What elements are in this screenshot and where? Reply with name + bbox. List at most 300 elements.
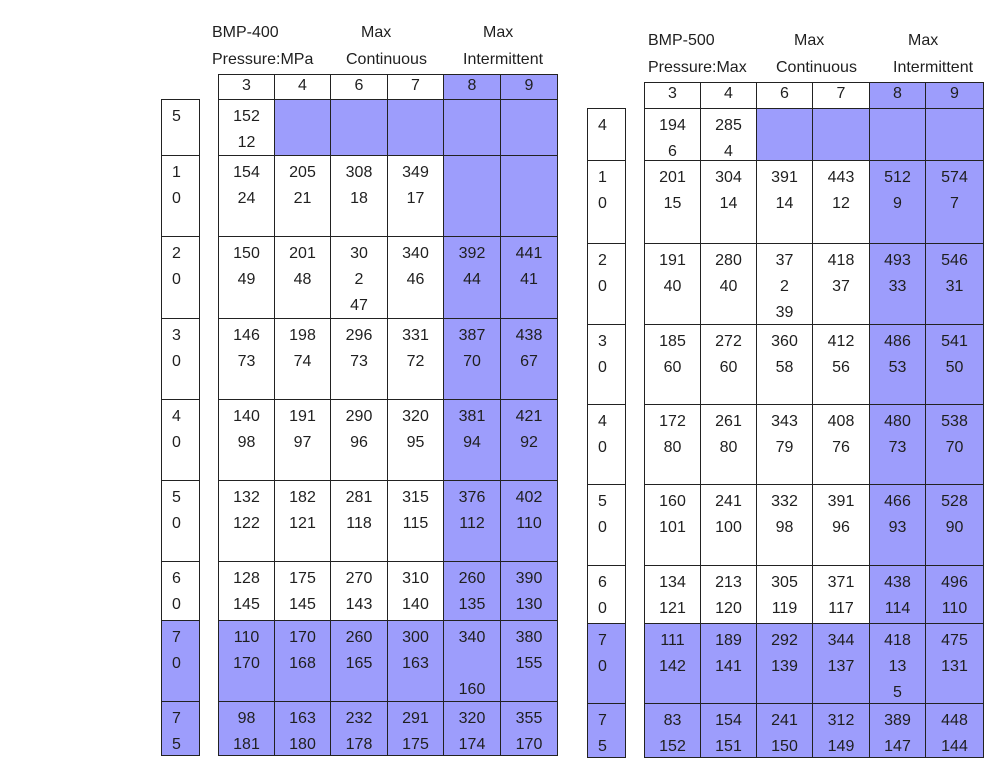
bmp500-cell-value: 114: [884, 600, 911, 617]
bmp500-cell-value: 40: [663, 278, 682, 295]
bmp400-data-cell: [443, 236, 501, 319]
bmp400-row-label: [161, 701, 200, 756]
bmp500-data-cell: [925, 404, 984, 485]
bmp500-cell-value: 13: [888, 658, 907, 675]
bmp500-data-cell: [869, 108, 926, 161]
bmp500-row-label-line: 0: [598, 195, 607, 212]
bmp400-cell-value: 281: [345, 489, 373, 506]
bmp400-data-cell: [500, 399, 558, 481]
bmp400-cell-value: 205: [289, 164, 316, 181]
bmp500-cell-value: 189: [715, 632, 742, 649]
bmp500-data-cell: [756, 404, 813, 485]
bmp400-cell-value: 191: [289, 408, 316, 425]
bmp500-cell-value: 343: [771, 413, 798, 430]
bmp400-row-label: [161, 620, 200, 702]
bmp500-row-label-line: 0: [598, 519, 607, 536]
bmp500-data-cell: [812, 703, 870, 758]
bmp400-row-label-line: 0: [172, 190, 181, 207]
bmp500-data-cell: [812, 160, 870, 244]
bmp500-cell-value: 37: [832, 278, 850, 295]
bmp400-data-cell: [387, 701, 444, 756]
bmp500-data-cell: [756, 160, 813, 244]
bmp400-cell-value: 128: [233, 570, 260, 587]
bmp500-data-cell: [869, 404, 926, 485]
bmp400-row-label-line: 0: [172, 655, 181, 672]
bmp500-cell-value: 147: [884, 738, 911, 755]
bmp400-data-cell: [500, 318, 558, 400]
bmp500-data-cell: [756, 484, 813, 566]
bmp400-cell-value: [444, 651, 500, 677]
bmp400-data-cell: [274, 620, 331, 702]
bmp400-cell-value: 152: [233, 108, 260, 125]
bmp500-row-label-line: 3: [598, 333, 607, 350]
bmp400-column-header: 4: [274, 74, 331, 100]
bmp400-data-cell: [500, 236, 558, 319]
bmp400-continuous-label: Continuous: [346, 51, 427, 68]
bmp400-cell-value: 110: [516, 515, 542, 532]
bmp400-data-cell: [500, 155, 558, 237]
bmp400-row-label-line: 7: [172, 710, 181, 727]
bmp400-cell-value: 140: [402, 596, 429, 613]
bmp500-row-label: [587, 160, 626, 244]
bmp500-data-cell: [869, 160, 926, 244]
bmp400-data-cell: [443, 99, 501, 156]
bmp400-data-cell: [500, 620, 558, 702]
bmp500-data-cell: [644, 108, 701, 161]
bmp500-data-cell: [756, 243, 813, 325]
bmp500-cell-value: 80: [719, 439, 738, 456]
bmp400-data-cell: [218, 561, 275, 621]
bmp400-cell-value: 170: [289, 629, 316, 646]
bmp400-cell-value: 340: [402, 245, 429, 262]
bmp500-data-cell: [812, 484, 870, 566]
bmp500-data-cell: [812, 108, 870, 161]
bmp400-data-cell: [443, 480, 501, 562]
bmp500-column-header: 8: [869, 82, 926, 109]
bmp500-cell-value: 110: [941, 600, 968, 617]
bmp400-data-cell: [274, 480, 331, 562]
bmp400-cell-value: 70: [463, 353, 481, 370]
bmp500-data-cell: [869, 324, 926, 405]
bmp500-cell-value: 438: [884, 574, 911, 591]
bmp500-cell-value: 2: [780, 278, 789, 295]
bmp400-data-cell: [500, 701, 558, 756]
bmp400-data-cell: [218, 236, 275, 319]
bmp500-data-cell: [812, 623, 870, 704]
bmp400-cell-value: 95: [406, 434, 425, 451]
bmp400-cell-value: 170: [515, 736, 543, 753]
bmp500-cell-value: 371: [827, 574, 855, 591]
bmp400-row-label: [161, 236, 200, 319]
bmp400-data-cell: [330, 155, 388, 237]
bmp500-cell-value: 60: [719, 359, 738, 376]
bmp500-cell-value: 79: [775, 439, 794, 456]
bmp400-row-label-line: 0: [172, 353, 181, 370]
bmp500-cell-value: 31: [945, 278, 964, 295]
bmp400-cell-value: 402: [515, 489, 543, 506]
bmp400-cell-value: 118: [346, 515, 372, 532]
bmp500-cell-value: 134: [659, 574, 686, 591]
bmp500-cell-value: 360: [771, 333, 798, 350]
bmp400-data-cell: [330, 561, 388, 621]
bmp400-cell-value: 72: [406, 353, 425, 370]
bmp400-cell-value: 340: [458, 629, 486, 646]
bmp400-data-cell: [387, 99, 444, 156]
bmp400-cell-value: 441: [515, 245, 543, 262]
bmp400-cell-value: 143: [345, 596, 373, 613]
bmp500-cell-value: 151: [715, 738, 742, 755]
bmp500-data-cell: [869, 623, 926, 704]
bmp500-cell-value: 280: [715, 252, 742, 269]
bmp400-data-cell: [443, 561, 501, 621]
bmp500-row-label-line: 7: [598, 632, 607, 649]
bmp400-cell-value: 180: [289, 736, 316, 753]
bmp500-data-cell: [644, 243, 701, 325]
bmp500-cell-value: 139: [771, 658, 798, 675]
bmp500-cell-value: 40: [719, 278, 738, 295]
bmp400-data-cell: [218, 318, 275, 400]
bmp500-data-cell: [925, 565, 984, 624]
bmp400-data-cell: [218, 480, 275, 562]
bmp400-data-cell: [443, 318, 501, 400]
bmp500-cell-value: 120: [715, 600, 742, 617]
bmp400-row-label-line: 5: [172, 108, 181, 125]
bmp500-cell-value: 201: [659, 169, 686, 186]
bmp500-cell-value: 486: [884, 333, 911, 350]
bmp500-data-cell: [925, 108, 984, 161]
bmp400-column-header: 6: [330, 74, 388, 100]
bmp400-data-cell: [218, 155, 275, 237]
bmp500-row-label: [587, 243, 626, 325]
bmp500-data-cell: [700, 484, 757, 566]
bmp500-cell-value: 412: [827, 333, 855, 350]
bmp500-column-header: 6: [756, 82, 813, 109]
bmp500-data-cell: [644, 160, 701, 244]
bmp400-cell-value: 121: [289, 515, 316, 532]
bmp400-cell-value: 381: [458, 408, 486, 425]
bmp500-data-cell: [925, 160, 984, 244]
bmp500-data-cell: [869, 484, 926, 566]
bmp500-data-cell: [700, 324, 757, 405]
bmp400-cell-value: 30: [350, 245, 368, 262]
bmp500-intermittent-label: Intermittent: [893, 59, 974, 76]
bmp400-data-cell: [274, 561, 331, 621]
bmp400-cell-value: 260: [458, 570, 486, 587]
bmp500-row-label-line: 7: [598, 712, 607, 729]
bmp400-cell-value: 310: [402, 570, 429, 587]
bmp500-cell-value: 241: [771, 712, 798, 729]
bmp400-data-cell: [274, 701, 331, 756]
bmp500-cell-value: 418: [827, 252, 855, 269]
bmp400-cell-value: 98: [237, 710, 256, 727]
bmp500-data-cell: [700, 108, 757, 161]
bmp500-cell-value: 305: [771, 574, 798, 591]
bmp500-row-label-line: 5: [598, 738, 607, 755]
bmp400-data-cell: [500, 561, 558, 621]
bmp500-pressure-label: Pressure:Max: [648, 59, 747, 76]
bmp400-cell-value: 421: [515, 408, 543, 425]
bmp500-row-label-line: 4: [598, 413, 607, 430]
bmp400-row-label-line: 7: [172, 629, 181, 646]
bmp500-cell-value: 172: [659, 413, 686, 430]
bmp400-cell-value: 146: [233, 327, 260, 344]
bmp400-data-cell: [274, 399, 331, 481]
bmp500-column-header: 9: [925, 82, 984, 109]
bmp400-cell-value: 115: [402, 515, 429, 532]
bmp500-cell-value: 512: [884, 169, 911, 186]
bmp500-cell-value: 33: [888, 278, 907, 295]
bmp400-cell-value: 12: [237, 134, 256, 151]
bmp500-cell-value: 39: [775, 304, 794, 321]
bmp400-row-label-line: 6: [172, 570, 181, 587]
bmp400-row-label-line: 2: [172, 245, 181, 262]
bmp400-cell-value: 320: [402, 408, 429, 425]
bmp500-cell-value: 272: [715, 333, 742, 350]
bmp400-cell-value: 260: [345, 629, 373, 646]
bmp400-cell-value: 174: [458, 736, 486, 753]
bmp400-cell-value: 201: [289, 245, 316, 262]
bmp500-cell-value: 241: [715, 493, 742, 510]
bmp400-data-cell: [274, 99, 331, 156]
bmp400-cell-value: 181: [233, 736, 260, 753]
bmp500-row-label-line: 2: [598, 252, 607, 269]
bmp500-data-cell: [700, 623, 757, 704]
bmp400-column-header: 8: [443, 74, 501, 100]
bmp500-cell-value: 93: [888, 519, 907, 536]
bmp400-cell-value: 315: [402, 489, 429, 506]
bmp500-data-cell: [925, 703, 984, 758]
bmp500-cell-value: 50: [945, 359, 964, 376]
bmp400-row-label-line: 0: [172, 515, 181, 532]
bmp500-data-cell: [644, 623, 701, 704]
bmp400-cell-value: 67: [520, 353, 538, 370]
bmp500-cell-value: 152: [659, 738, 686, 755]
bmp400-data-cell: [500, 99, 558, 156]
bmp400-cell-value: 47: [350, 297, 368, 314]
bmp500-cell-value: 14: [775, 195, 794, 212]
bmp500-row-label: [587, 623, 626, 704]
bmp500-data-cell: [644, 703, 701, 758]
bmp400-data-cell: [443, 399, 501, 481]
bmp500-data-cell: [756, 623, 813, 704]
bmp500-cell-value: 58: [775, 359, 794, 376]
bmp500-data-cell: [700, 160, 757, 244]
bmp500-cell-value: 137: [827, 658, 855, 675]
bmp400-cell-value: 160: [458, 681, 486, 698]
bmp500-row-label-line: 0: [598, 658, 607, 675]
bmp400-cell-value: 18: [350, 190, 368, 207]
bmp400-data-cell: [330, 480, 388, 562]
bmp500-row-label-line: 6: [598, 574, 607, 591]
bmp400-data-cell: [387, 480, 444, 562]
bmp400-data-cell: [218, 701, 275, 756]
bmp500-cell-value: 7: [950, 195, 959, 212]
bmp500-row-label: [587, 108, 626, 161]
bmp500-data-cell: [812, 404, 870, 485]
bmp400-cell-value: 165: [345, 655, 373, 672]
bmp400-cell-value: 270: [345, 570, 373, 587]
bmp500-data-cell: [925, 623, 984, 704]
bmp500-data-cell: [812, 243, 870, 325]
bmp500-column-header: 4: [700, 82, 757, 109]
bmp500-cell-value: 111: [660, 632, 685, 649]
bmp400-cell-value: 41: [520, 271, 538, 288]
bmp500-cell-value: 53: [888, 359, 907, 376]
bmp500-data-cell: [644, 404, 701, 485]
bmp500-cell-value: 391: [827, 493, 855, 510]
bmp500-cell-value: 261: [715, 413, 742, 430]
bmp500-row-label-line: 4: [598, 117, 607, 134]
bmp500-cell-value: 493: [884, 252, 911, 269]
bmp400-cell-value: 300: [402, 629, 429, 646]
bmp400-cell-value: 178: [345, 736, 373, 753]
bmp400-row-label-line: 3: [172, 327, 181, 344]
bmp400-max-continuous-label-top: Max: [361, 24, 392, 41]
bmp400-cell-value: 198: [289, 327, 316, 344]
bmp400-cell-value: 98: [237, 434, 256, 451]
bmp400-cell-value: 175: [289, 570, 316, 587]
bmp400-cell-value: 96: [350, 434, 368, 451]
bmp500-cell-value: 56: [832, 359, 850, 376]
bmp400-cell-value: 308: [345, 164, 373, 181]
bmp500-cell-value: 6: [668, 143, 677, 160]
bmp400-cell-value: 132: [233, 489, 260, 506]
bmp500-cell-value: 144: [941, 738, 968, 755]
bmp500-cell-value: 285: [715, 117, 742, 134]
bmp400-cell-value: 130: [515, 596, 543, 613]
bmp500-cell-value: 83: [663, 712, 682, 729]
bmp400-row-label-line: 0: [172, 596, 181, 613]
bmp400-cell-value: 73: [350, 353, 368, 370]
bmp400-cell-value: 155: [515, 655, 543, 672]
bmp400-cell-value: 175: [402, 736, 429, 753]
bmp500-row-label-line: 0: [598, 439, 607, 456]
bmp400-intermittent-label: Intermittent: [463, 51, 544, 68]
bmp500-row-label: [587, 324, 626, 405]
bmp500-cell-value: 528: [941, 493, 968, 510]
bmp400-cell-value: 154: [233, 164, 260, 181]
bmp400-cell-value: 331: [402, 327, 429, 344]
bmp500-row-label-line: 5: [598, 493, 607, 510]
bmp400-row-label-line: 5: [172, 489, 181, 506]
bmp400-pressure-label: Pressure:MPa: [212, 51, 314, 68]
bmp500-cell-value: 546: [941, 252, 968, 269]
bmp400-data-cell: [387, 236, 444, 319]
bmp400-data-cell: [443, 620, 501, 702]
bmp500-cell-value: 541: [941, 333, 968, 350]
bmp400-data-cell: [330, 236, 388, 319]
bmp500-data-cell: [925, 484, 984, 566]
bmp500-cell-value: 70: [945, 439, 964, 456]
bmp500-row-label-line: 0: [598, 600, 607, 617]
bmp500-row-label: [587, 404, 626, 485]
bmp400-cell-value: 380: [515, 629, 543, 646]
bmp400-row-label: [161, 561, 200, 621]
bmp400-cell-value: 438: [515, 327, 543, 344]
bmp500-cell-value: 76: [832, 439, 850, 456]
bmp500-cell-value: 496: [941, 574, 968, 591]
bmp500-cell-value: 73: [888, 439, 907, 456]
bmp400-cell-value: 232: [345, 710, 373, 727]
bmp400-data-cell: [330, 701, 388, 756]
bmp400-max-intermittent-label-top: Max: [483, 24, 514, 41]
bmp400-cell-value: 73: [237, 353, 256, 370]
bmp400-column-header: 3: [218, 74, 275, 100]
bmp400-column-header: 9: [500, 74, 558, 100]
bmp400-data-cell: [443, 701, 501, 756]
bmp500-data-cell: [869, 703, 926, 758]
bmp500-model-title: BMP-500: [648, 32, 715, 49]
bmp400-cell-value: 110: [233, 629, 260, 646]
bmp500-data-cell: [812, 324, 870, 405]
bmp500-data-cell: [700, 243, 757, 325]
bmp500-cell-value: 213: [715, 574, 742, 591]
bmp500-column-header: 7: [812, 82, 870, 109]
bmp500-cell-value: 304: [715, 169, 742, 186]
bmp400-column-header: 7: [387, 74, 444, 100]
bmp400-cell-value: 392: [458, 245, 486, 262]
bmp400-row-label-line: 4: [172, 408, 181, 425]
bmp400-cell-value: 163: [289, 710, 316, 727]
bmp500-row-label-line: 0: [598, 359, 607, 376]
bmp400-data-cell: [218, 399, 275, 481]
bmp400-cell-value: 112: [459, 515, 485, 532]
bmp400-data-cell: [330, 620, 388, 702]
bmp500-data-cell: [700, 565, 757, 624]
bmp500-column-header: 3: [644, 82, 701, 109]
bmp400-cell-value: 150: [233, 245, 260, 262]
bmp400-data-cell: [274, 318, 331, 400]
bmp400-cell-value: 182: [289, 489, 316, 506]
bmp500-cell-value: 475: [941, 632, 968, 649]
bmp400-data-cell: [443, 155, 501, 237]
bmp400-data-cell: [218, 620, 275, 702]
bmp500-cell-value: 292: [771, 632, 798, 649]
bmp400-cell-value: 24: [237, 190, 256, 207]
bmp500-cell-value: 194: [659, 117, 686, 134]
bmp400-data-cell: [330, 399, 388, 481]
bmp500-max-continuous-label-top: Max: [794, 32, 825, 49]
bmp500-cell-value: 9: [893, 195, 902, 212]
bmp500-cell-value: 4: [724, 143, 733, 160]
bmp500-cell-value: 100: [715, 519, 742, 536]
bmp500-cell-value: 5: [893, 684, 902, 701]
bmp500-cell-value: 96: [832, 519, 850, 536]
bmp400-cell-value: 44: [463, 271, 481, 288]
bmp500-cell-value: 408: [827, 413, 855, 430]
bmp400-cell-value: 387: [458, 327, 486, 344]
bmp400-cell-value: 168: [289, 655, 316, 672]
bmp400-cell-value: 122: [233, 515, 260, 532]
bmp400-cell-value: 17: [406, 190, 425, 207]
bmp500-cell-value: 312: [827, 712, 855, 729]
bmp500-data-cell: [756, 324, 813, 405]
bmp500-row-label-line: 0: [598, 278, 607, 295]
bmp500-cell-value: 448: [941, 712, 968, 729]
bmp400-cell-value: 48: [293, 271, 312, 288]
bmp500-cell-value: 466: [884, 493, 911, 510]
bmp400-row-label-line: 1: [172, 164, 181, 181]
bmp500-cell-value: 389: [884, 712, 911, 729]
bmp500-cell-value: 142: [659, 658, 686, 675]
bmp500-cell-value: 90: [945, 519, 964, 536]
bmp400-cell-value: 145: [233, 596, 260, 613]
bmp500-cell-value: 14: [719, 195, 738, 212]
bmp400-row-label-line: 0: [172, 271, 181, 288]
bmp500-row-label: [587, 565, 626, 624]
bmp400-cell-value: 46: [406, 271, 425, 288]
bmp400-cell-value: 145: [289, 596, 316, 613]
